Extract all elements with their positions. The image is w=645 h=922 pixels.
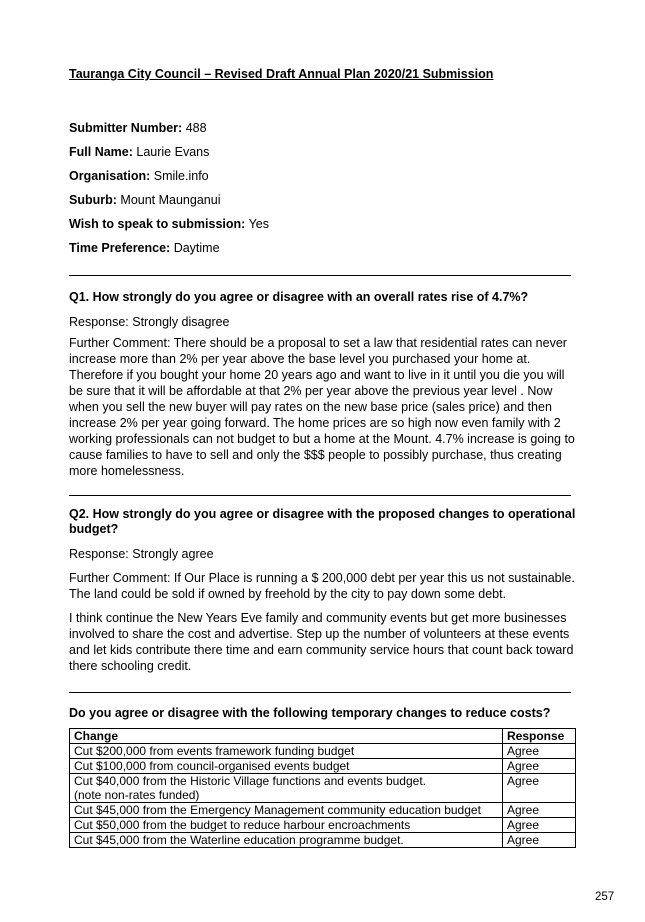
change-cell (70, 774, 503, 803)
table-header-row (70, 729, 576, 744)
time-preference-field (69, 241, 220, 255)
table-row (70, 833, 576, 848)
q1-question: Q1. How strongly do you agree or disagree with an overall rates rise of 4.7%? (69, 290, 529, 304)
table-row (70, 759, 576, 774)
costs-question: Do you agree or disagree with the following temporary changes to reduce costs? (69, 706, 551, 720)
response-cell: Agree (503, 774, 576, 803)
field-label: Wish to speak to submission: (69, 217, 246, 231)
response-cell: Agree (503, 833, 576, 848)
field-value: Smile.info (153, 169, 209, 183)
table-row (70, 774, 576, 803)
response-cell: Agree (503, 818, 576, 833)
wish-to-speak-field (69, 217, 269, 231)
field-label: Time Preference: (69, 241, 171, 255)
change-cell: Cut $45,000 from the Emergency Management community education budget (70, 803, 503, 818)
field-value: Mount Maunganui (120, 193, 221, 207)
q2-comment: Further Comment: If Our Place is running a $ 200,000 debt per year this us not sustainable. The land could be sold if owned by freehold by the city to pay down some debt. (69, 571, 575, 601)
field-value: Yes (248, 217, 269, 231)
q1-comment: Further Comment: There should be a proposal to set a law that residential rates can never increase more than 2% per year above the base level you purchased your home at. Therefore if you bought your home 20 years ago and want to live in it until you die you will be sure that it will be affordable at that 2% per year above the previous year level . Now when you sell the new buyer will pay rates on the new base price (sales price) and then increase 2% per year going forward. The home prices are so high now even family with 2 working professionals can not budget to but a home at the Mount. 4.7% increase is going to cause families to have to sell and only the $$$ people to possibly purchase, thus creating more homelessness. (69, 336, 575, 478)
field-value: Daytime (173, 241, 220, 255)
full-name-field (69, 145, 209, 159)
change-note: (note non-rates funded) (74, 788, 200, 802)
table-row (70, 818, 576, 833)
change-cell: Cut $200,000 from events framework funding budget (70, 744, 503, 759)
page-number: 257 (595, 891, 615, 903)
change-cell: Cut $50,000 from the budget to reduce harbour encroachments (70, 818, 503, 833)
response-cell: Agree (503, 759, 576, 774)
field-label: Full Name: (69, 145, 133, 159)
q2-response: Response: Strongly agree (69, 547, 214, 561)
response-cell: Agree (503, 744, 576, 759)
cost-changes-table (69, 728, 576, 848)
header-change: Change (70, 729, 503, 744)
field-label: Suburb: (69, 193, 117, 207)
submitter-number-field (69, 121, 207, 135)
field-value: Laurie Evans (136, 145, 210, 159)
response-cell: Agree (503, 803, 576, 818)
section-divider (69, 692, 571, 693)
suburb-field (69, 193, 220, 207)
field-value: 488 (185, 121, 207, 135)
section-divider (69, 275, 571, 276)
change-cell: Cut $100,000 from council-organised events budget (70, 759, 503, 774)
document-title: Tauranga City Council – Revised Draft Annual Plan 2020/21 Submission (69, 67, 494, 81)
q2-question: Q2. How strongly do you agree or disagree with the proposed changes to operational budget? (69, 507, 576, 536)
table-row (70, 803, 576, 818)
change-text: Cut $40,000 from the Historic Village functions and events budget. (74, 774, 426, 788)
q2-comment-continued: I think continue the New Years Eve family and community events but get more businesses involved to share the cost and advertise. Step up the number of volunteers at these events and let kids contribute there time and earn community service hours that count back toward there schooling credit. (69, 611, 574, 673)
change-cell: Cut $45,000 from the Waterline education programme budget. (70, 833, 503, 848)
q1-response: Response: Strongly disagree (69, 315, 230, 329)
table-row (70, 744, 576, 759)
header-response: Response (503, 729, 576, 744)
field-label: Submitter Number: (69, 121, 183, 135)
organisation-field (69, 169, 209, 183)
section-divider (69, 495, 571, 496)
field-label: Organisation: (69, 169, 151, 183)
